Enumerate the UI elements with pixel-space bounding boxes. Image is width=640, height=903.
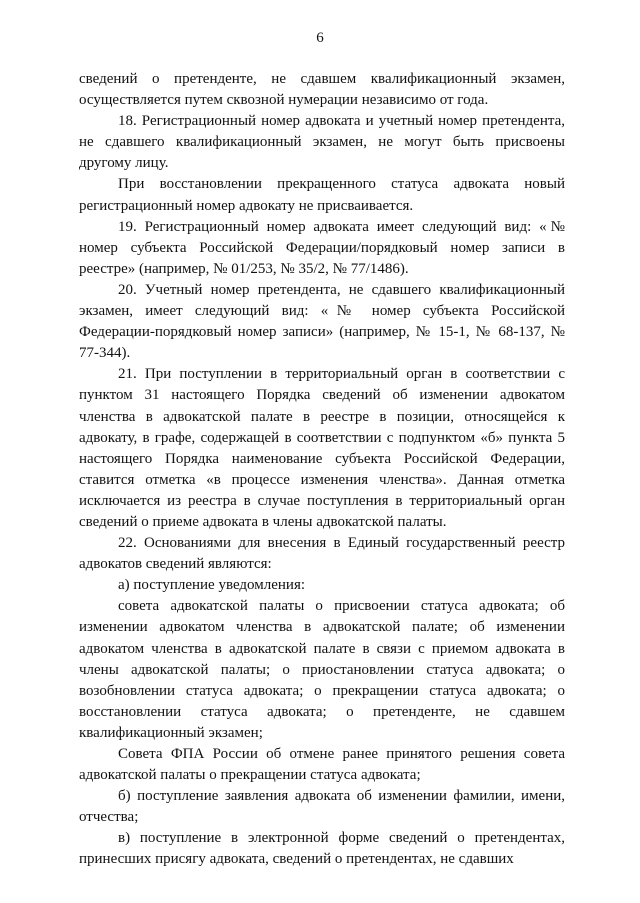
body-text (79, 69, 565, 871)
paragraph-council-notices: совета адвокатской палаты о присвоении статуса адвоката; об изменении адвокатом членства в адвокатской палате; об изменении адвокатом членства в адвокатской палате в связи с приемом адвоката в члены адвокатской палаты; о приостановлении статуса адвоката; о возобновлении статуса адвоката; о прекращении статуса адвоката; о восстановлении статуса адвоката; о претенденте, не сдавшем квалификационный экзамен; (79, 598, 565, 741)
paragraph-restoration-note: При восстановлении прекращенного статуса адвоката новый регистрационный номер адвокату не присваивается. (79, 176, 565, 214)
paragraph-item-21: 21. При поступлении в территориальный орган в соответствии с пунктом 31 настоящего Порядка сведений об изменении адвокатом членства в адвокатской палате в реестре в позиции, относящейся к адвокату, в графе, содержащей в соответствии с подпунктом «б» пункта 5 настоящего Порядка наименование субъекта Российской Федерации, ставится отметка «в процессе изменения членства». Данная отметка исключается из реестра в случае поступления в территориальный орган сведений о приеме адвоката в члены адвокатской палаты. (79, 366, 565, 530)
paragraph-subitem-v: в) поступление в электронной форме сведений о претендентах, принесших присягу адвоката, сведений о претендентах, не сдавших (79, 830, 565, 868)
paragraph-subitem-a: а) поступление уведомления: (118, 577, 306, 594)
paragraph-item-19: 19. Регистрационный номер адвоката имеет следующий вид: «№ номер субъекта Российской Федерации/порядковый номер записи в реестре» (например, № 01/253, № 35/2, № 77/1486). (79, 218, 565, 277)
paragraph-item-20: 20. Учетный номер претендента, не сдавшего квалификационный экзамен, имеет следующий вид: «№ номер субъекта Российской Федерации-порядковый номер записи» (например, № 15-1, № 68-137, № 77-344). (79, 281, 565, 362)
paragraph-item-22: 22. Основаниями для внесения в Единый государственный реестр адвокатов сведений являются: (79, 535, 565, 573)
paragraph-continuation: сведений о претенденте, не сдавшем квалификационный экзамен, осуществляется путем сквозной нумерации независимо от года. (79, 71, 565, 109)
paragraph-item-18: 18. Регистрационный номер адвоката и учетный номер претендента, не сдавшего квалификационный экзамен, не могут быть присвоены другому лицу. (79, 113, 565, 172)
paragraph-subitem-b: б) поступление заявления адвоката об изменении фамилии, имени, отчества; (79, 788, 565, 826)
paragraph-fpa-council: Совета ФПА России об отмене ранее принятого решения совета адвокатской палаты о прекращении статуса адвоката; (79, 746, 565, 784)
page-number: 6 (316, 30, 324, 46)
